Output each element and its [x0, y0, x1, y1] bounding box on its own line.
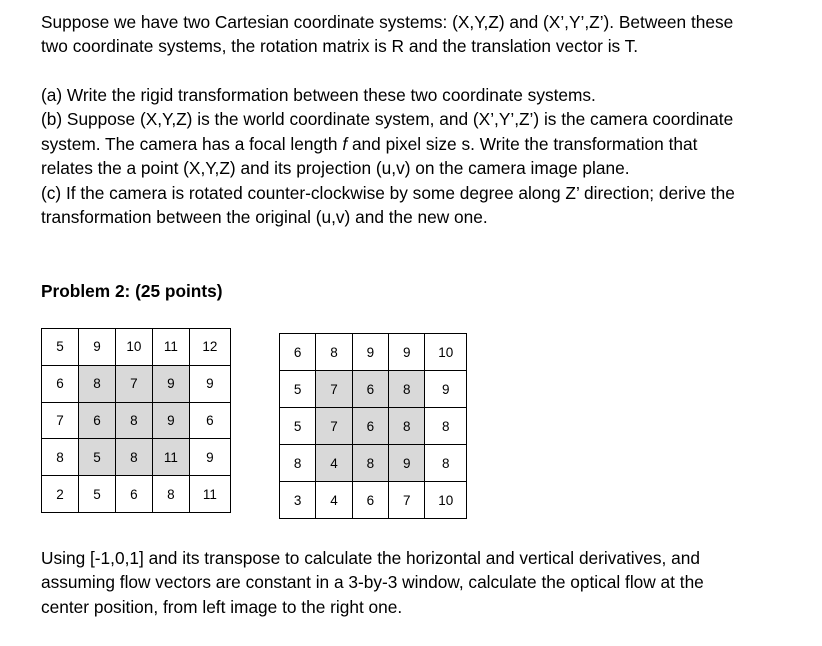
- right-grid-cell: 4: [316, 445, 352, 482]
- intro-line-1: Suppose we have two Cartesian coordinate systems: (X,Y,Z) and (X’,Y’,Z’). Between these: [41, 12, 734, 32]
- right-grid-row: [280, 371, 467, 408]
- left-grid-row: [42, 402, 231, 439]
- right-grid-cell: 10: [425, 334, 467, 371]
- part-b-line-3: relates the a point (X,Y,Z) and its projection (u,v) on the camera image plane.: [41, 158, 630, 179]
- left-grid-row: [42, 365, 231, 402]
- left-grid-cell: 8: [115, 402, 152, 439]
- right-grid-row: [280, 408, 467, 445]
- left-grid-cell: 8: [115, 439, 152, 476]
- left-grid-cell: 2: [42, 476, 79, 513]
- right-grid-cell: 8: [280, 445, 316, 482]
- right-grid-cell: 3: [280, 482, 316, 519]
- final-line-2: assuming flow vectors are constant in a 3-by-3 window, calculate the optical flow at the: [41, 572, 704, 593]
- right-grid-cell: 9: [352, 334, 388, 371]
- right-grid-cell: 6: [352, 371, 388, 408]
- left-grid-cell: 9: [152, 402, 189, 439]
- right-grid-cell: 9: [425, 371, 467, 408]
- left-grid-cell: 12: [189, 329, 230, 366]
- right-grid-cell: 7: [389, 482, 425, 519]
- left-grid-cell: 9: [189, 365, 230, 402]
- left-grid-cell: 10: [115, 329, 152, 366]
- right-grid-cell: 7: [316, 408, 352, 445]
- part-b-line-1: (b) Suppose (X,Y,Z) is the world coordinate system, and (X’,Y’,Z’) is the camera coordinate: [41, 109, 734, 130]
- right-grid-cell: 9: [389, 334, 425, 371]
- right-grid-row: [280, 445, 467, 482]
- left-grid-cell: 8: [42, 439, 79, 476]
- part-c-line-2: transformation between the original (u,v) and the new one.: [41, 207, 488, 228]
- part-a-line: (a) Write the rigid transformation between these two coordinate systems.: [41, 85, 596, 105]
- left-grid-cell: 11: [189, 476, 230, 513]
- right-grid-cell: 4: [316, 482, 352, 519]
- left-grid-cell: 6: [78, 402, 115, 439]
- left-grid-cell: 9: [152, 365, 189, 402]
- left-grid-cell: 5: [78, 439, 115, 476]
- left-grid-body: [42, 329, 231, 513]
- left-grid-cell: 8: [78, 365, 115, 402]
- left-grid-cell: 9: [78, 329, 115, 366]
- right-grid-row: [280, 482, 467, 519]
- right-grid-cell: 8: [425, 445, 467, 482]
- part-b-line-2-start: system. The camera has a focal length: [41, 133, 338, 154]
- intro-line-2: two coordinate systems, the rotation matrix is R and the translation vector is T.: [41, 36, 639, 57]
- left-grid-cell: 6: [189, 402, 230, 439]
- right-grid-cell: 8: [389, 408, 425, 445]
- left-grid-row: [42, 476, 231, 513]
- left-grid-cell: 11: [152, 439, 189, 476]
- part-b-line-2: [41, 132, 811, 156]
- final-paragraph: [41, 546, 811, 619]
- left-grid-cell: 8: [152, 476, 189, 513]
- left-grid-row: [42, 439, 231, 476]
- right-grid-cell: 8: [316, 334, 352, 371]
- question-parts: [41, 83, 811, 229]
- right-grid-body: [280, 334, 467, 519]
- right-grid-row: [280, 334, 467, 371]
- right-grid-cell: 5: [280, 371, 316, 408]
- final-line-1: Using [-1,0,1] and its transpose to calculate the horizontal and vertical derivatives, and: [41, 548, 700, 568]
- left-grid-cell: 6: [115, 476, 152, 513]
- right-grid-cell: 8: [425, 408, 467, 445]
- right-grid-cell: 5: [280, 408, 316, 445]
- final-line-3: center position, from left image to the right one.: [41, 596, 403, 617]
- right-grid-cell: 6: [352, 482, 388, 519]
- part-b-line-2-end: and pixel size s. Write the transformation that: [351, 133, 698, 154]
- right-image-grid: [279, 333, 467, 519]
- left-grid-cell: 5: [42, 329, 79, 366]
- left-grid-cell: 7: [115, 365, 152, 402]
- right-grid-cell: 6: [352, 408, 388, 445]
- left-image-grid: [41, 328, 231, 513]
- part-c-line-1: (c) If the camera is rotated counter-clockwise by some degree along Z’ direction; derive the: [41, 182, 735, 203]
- right-grid-cell: 9: [389, 445, 425, 482]
- left-grid-row: [42, 329, 231, 366]
- right-grid-cell: 8: [389, 371, 425, 408]
- right-grid-cell: 8: [352, 445, 388, 482]
- left-grid-cell: 7: [42, 402, 79, 439]
- left-grid-cell: 6: [42, 365, 79, 402]
- right-grid-cell: 7: [316, 371, 352, 408]
- problem-title: Problem 2: (25 points): [41, 281, 223, 301]
- focal-length-symbol: f: [342, 133, 348, 154]
- intro-paragraph: [41, 10, 811, 59]
- right-grid-cell: 6: [280, 334, 316, 371]
- left-grid-cell: 11: [152, 329, 189, 366]
- right-grid-cell: 10: [425, 482, 467, 519]
- left-grid-cell: 5: [78, 476, 115, 513]
- left-grid-cell: 9: [189, 439, 230, 476]
